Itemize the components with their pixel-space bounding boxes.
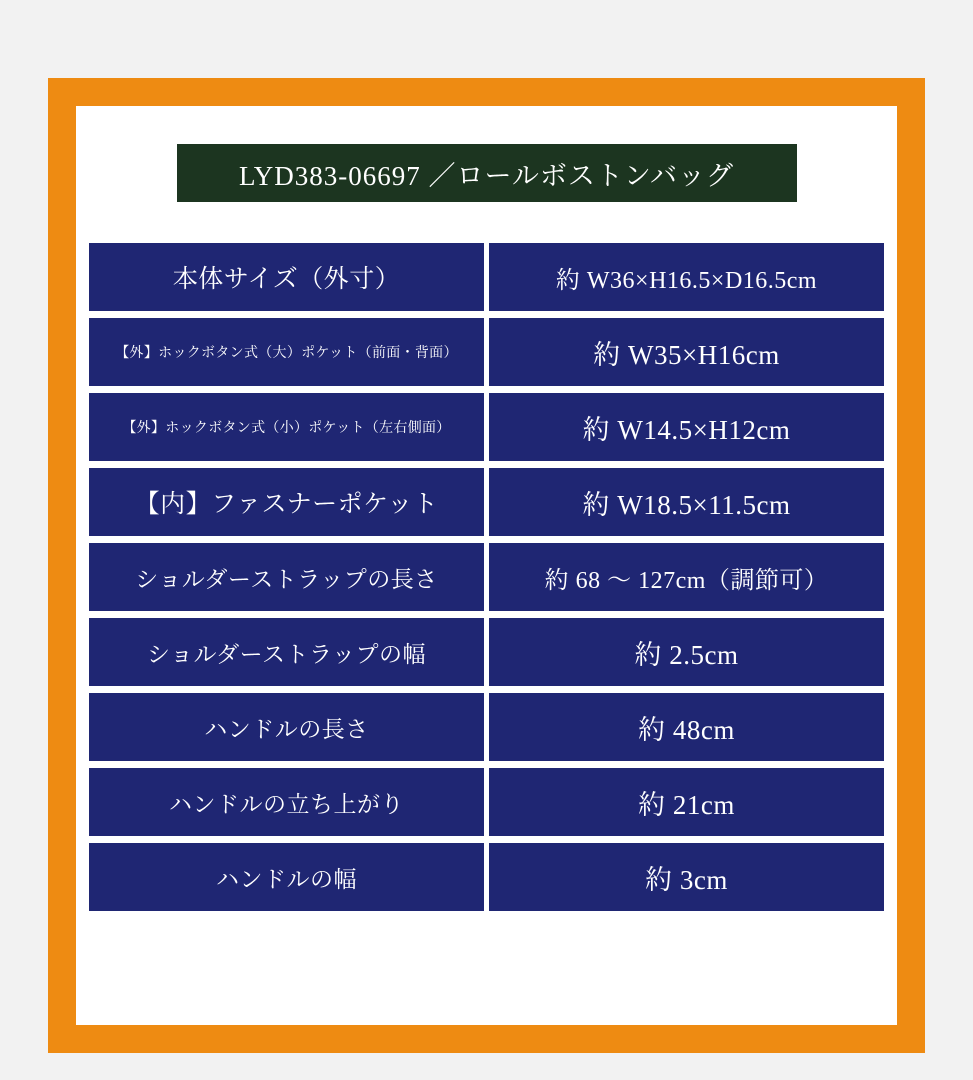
table-row — [89, 843, 884, 911]
spec-label-text: 【内】ファスナーポケット — [134, 491, 439, 518]
spec-value-text: 約 2.5cm — [634, 639, 739, 670]
table-row — [89, 693, 884, 761]
spec-label-text: 本体サイズ（外寸） — [172, 266, 401, 293]
spec-label-text: ショルダーストラップの長さ — [135, 566, 438, 592]
spec-value-cell — [489, 468, 884, 536]
spec-value-cell — [489, 393, 884, 461]
spec-value-cell — [489, 693, 884, 761]
spec-label-cell — [89, 243, 484, 311]
table-row — [89, 468, 884, 536]
table-body — [89, 243, 884, 911]
product-title-bar — [177, 144, 797, 202]
table-row — [89, 393, 884, 461]
spec-label-cell — [89, 843, 484, 911]
table-row — [89, 318, 884, 386]
spec-value-text: 約 W35×H16cm — [593, 339, 780, 370]
spec-label-cell — [89, 543, 484, 611]
orange-border-frame — [48, 78, 925, 1053]
table-row — [89, 243, 884, 311]
spec-value-cell — [489, 618, 884, 686]
spec-value-cell — [489, 543, 884, 611]
spec-label-text: 【外】ホックボタン式（大）ポケット（前面・背面） — [115, 346, 458, 361]
table-row — [89, 768, 884, 836]
table-row — [89, 618, 884, 686]
table-row — [89, 543, 884, 611]
spec-value-cell — [489, 843, 884, 911]
spec-value-text: 約 W36×H16.5×D16.5cm — [555, 267, 818, 294]
spec-label-cell — [89, 468, 484, 536]
spec-label-cell — [89, 768, 484, 836]
spec-value-text: 約 W18.5×11.5cm — [582, 489, 791, 520]
spec-value-cell — [489, 318, 884, 386]
spec-label-text: ハンドルの幅 — [216, 866, 357, 892]
spec-value-text: 約 68 〜 127cm（調節可） — [544, 567, 829, 594]
spec-value-text: 約 3cm — [645, 864, 728, 895]
specification-table — [84, 236, 889, 918]
spec-label-text: ショルダーストラップの幅 — [146, 641, 426, 667]
spec-label-cell — [89, 318, 484, 386]
page-title: LYD383-06697 ／ロールボストンバッグ — [238, 160, 735, 191]
spec-label-cell — [89, 393, 484, 461]
spec-value-cell — [489, 768, 884, 836]
spec-sheet-panel — [76, 106, 897, 1025]
spec-label-cell — [89, 618, 484, 686]
spec-value-text: 約 48cm — [638, 714, 735, 745]
spec-value-cell — [489, 243, 884, 311]
spec-value-text: 約 W14.5×H12cm — [582, 414, 791, 445]
spec-label-text: ハンドルの立ち上がり — [169, 791, 404, 817]
spec-label-cell — [89, 693, 484, 761]
spec-value-text: 約 21cm — [638, 789, 735, 820]
spec-label-text: 【外】ホックボタン式（小）ポケット（左右側面） — [122, 421, 451, 436]
spec-label-text: ハンドルの長さ — [204, 716, 369, 742]
